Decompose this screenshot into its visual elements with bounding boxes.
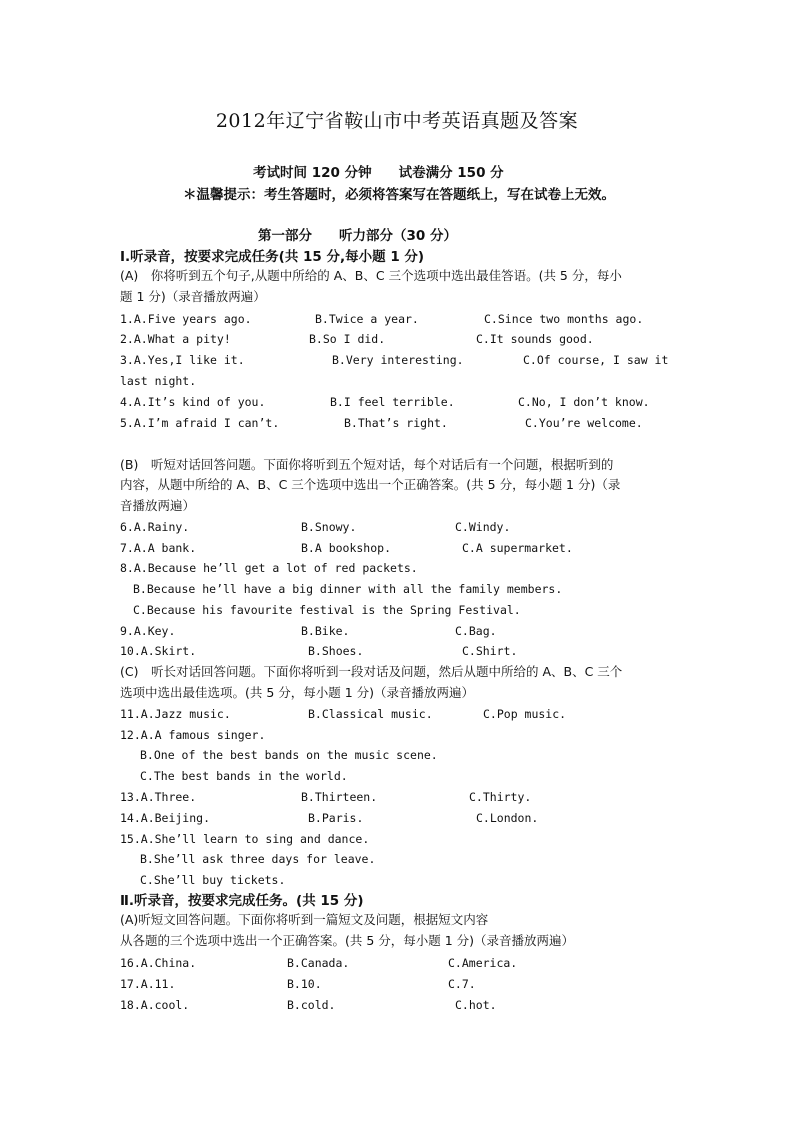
q3-option-b: B.Very interesting. <box>332 353 464 367</box>
q18-option-c: C.hot. <box>455 998 497 1012</box>
q12-option-c: C.The best bands in the world. <box>140 769 348 783</box>
q13-option-b: B.Thirteen. <box>301 790 378 804</box>
q9-option-c: C.Bag. <box>455 624 497 638</box>
q11-option-b: B.Classical music. <box>308 707 433 721</box>
q17-option-a: 17.A.11. <box>120 977 176 991</box>
q10-option-c: C.Shirt. <box>462 644 518 658</box>
section1-heading: Ⅰ.听录音，按要求完成任务(共 15 分,每小题 1 分) <box>120 249 425 265</box>
q9-option-a: 9.A.Key. <box>120 624 176 638</box>
section1-a-instruction-cont: 题 1 分)（录音播放两遍） <box>120 289 266 304</box>
section1-a-instruction: (A) 你将听到五个句子,从题中所给的 A、B、C 三个选项中选出最佳答语。(共 5 分，每小 <box>120 268 622 283</box>
q8-option-c: C.Because his favourite festival is the Spring Festival. <box>133 603 521 617</box>
q15-option-a: 15.A.She’ll learn to sing and dance. <box>120 832 370 846</box>
q12-option-b: B.One of the best bands on the music scene. <box>140 748 438 762</box>
section1-b-instruction-cont: 内容，从题中所给的 A、B、C 三个选项中选出一个正确答案。(共 5 分，每小题 1 分)（录 <box>120 477 621 492</box>
q13-option-c: C.Thirty. <box>469 790 532 804</box>
q17-option-c: C.7. <box>448 977 476 991</box>
q9-option-b: B.Bike. <box>301 624 350 638</box>
q10-option-a: 10.A.Skirt. <box>120 644 197 658</box>
q2-option-c: C.It sounds good. <box>476 332 594 346</box>
q3-option-c: C.Of course, I saw it <box>523 353 669 367</box>
section2-a-instruction: (A)听短文回答问题。下面你将听到一篇短文及问题，根据短文内容 <box>120 912 489 927</box>
section2-a-instruction-cont: 从各题的三个选项中选出一个正确答案。(共 5 分，每小题 1 分)（录音播放两遍） <box>120 933 575 948</box>
q14-option-a: 14.A.Beijing. <box>120 811 211 825</box>
q2-option-b: B.So I did. <box>309 332 386 346</box>
q6-option-a: 6.A.Rainy. <box>120 520 190 534</box>
q1-option-a: 1.A.Five years ago. <box>120 312 252 326</box>
q6-option-c: C.Windy. <box>455 520 511 534</box>
warm-tip: ＊温馨提示：考生答题时，必须将答案写在答题纸上，写在试卷上无效。 <box>183 187 615 203</box>
section1-b-instruction-cont2: 音播放两遍） <box>120 498 196 513</box>
q16-option-c: C.America. <box>448 956 518 970</box>
section2-heading: Ⅱ.听录音，按要求完成任务。(共 15 分) <box>120 893 364 909</box>
q16-option-b: B.Canada. <box>287 956 350 970</box>
q14-option-c: C.London. <box>476 811 539 825</box>
q4-option-c: C.No, I don’t know. <box>518 395 650 409</box>
q18-option-a: 18.A.cool. <box>120 998 190 1012</box>
q14-option-b: B.Paris. <box>308 811 364 825</box>
section1-c-instruction: (C) 听长对话回答问题。下面你将听到一段对话及问题，然后从题中所给的 A、B、C 三个 <box>120 664 623 679</box>
part1-heading: 第一部分 听力部分（30 分） <box>258 228 457 244</box>
section1-c-instruction-cont: 选项中选出最佳选项。(共 5 分，每小题 1 分)（录音播放两遍） <box>120 685 475 700</box>
q5-option-c: C.You’re welcome. <box>525 416 643 430</box>
q2-option-a: 2.A.What a pity! <box>120 332 231 346</box>
section1-b-instruction: (B) 听短对话回答问题。下面你将听到五个短对话，每个对话后有一个问题，根据听到的 <box>120 457 614 472</box>
q1-option-c: C.Since two months ago. <box>484 312 644 326</box>
q8-option-b: B.Because he’ll have a big dinner with all the family members. <box>133 582 563 596</box>
q11-option-a: 11.A.Jazz music. <box>120 707 231 721</box>
q4-option-b: B.I feel terrible. <box>330 395 455 409</box>
q10-option-b: B.Shoes. <box>308 644 364 658</box>
q7-option-a: 7.A.A bank. <box>120 541 197 555</box>
q5-option-b: B.That’s right. <box>344 416 448 430</box>
q3-option-a: 3.A.Yes,I like it. <box>120 353 245 367</box>
q17-option-b: B.10. <box>287 977 322 991</box>
q5-option-a: 5.A.I’m afraid I can’t. <box>120 416 280 430</box>
page-title: 2012年辽宁省鞍山市中考英语真题及答案 <box>215 110 579 132</box>
q7-option-b: B.A bookshop. <box>301 541 392 555</box>
q6-option-b: B.Snowy. <box>301 520 357 534</box>
q13-option-a: 13.A.Three. <box>120 790 197 804</box>
q15-option-b: B.She’ll ask three days for leave. <box>140 852 376 866</box>
q18-option-b: B.cold. <box>287 998 336 1012</box>
q1-option-b: B.Twice a year. <box>315 312 419 326</box>
q16-option-a: 16.A.China. <box>120 956 197 970</box>
q15-option-c: C.She’ll buy tickets. <box>140 873 286 887</box>
q8-option-a: 8.A.Because he’ll get a lot of red packets. <box>120 561 418 575</box>
q4-option-a: 4.A.It’s kind of you. <box>120 395 266 409</box>
q7-option-c: C.A supermarket. <box>462 541 573 555</box>
exam-info: 考试时间 120 分钟 试卷满分 150 分 <box>253 165 504 181</box>
q12-option-a: 12.A.A famous singer. <box>120 728 266 742</box>
q3-continuation: last night. <box>120 374 197 388</box>
q11-option-c: C.Pop music. <box>483 707 567 721</box>
